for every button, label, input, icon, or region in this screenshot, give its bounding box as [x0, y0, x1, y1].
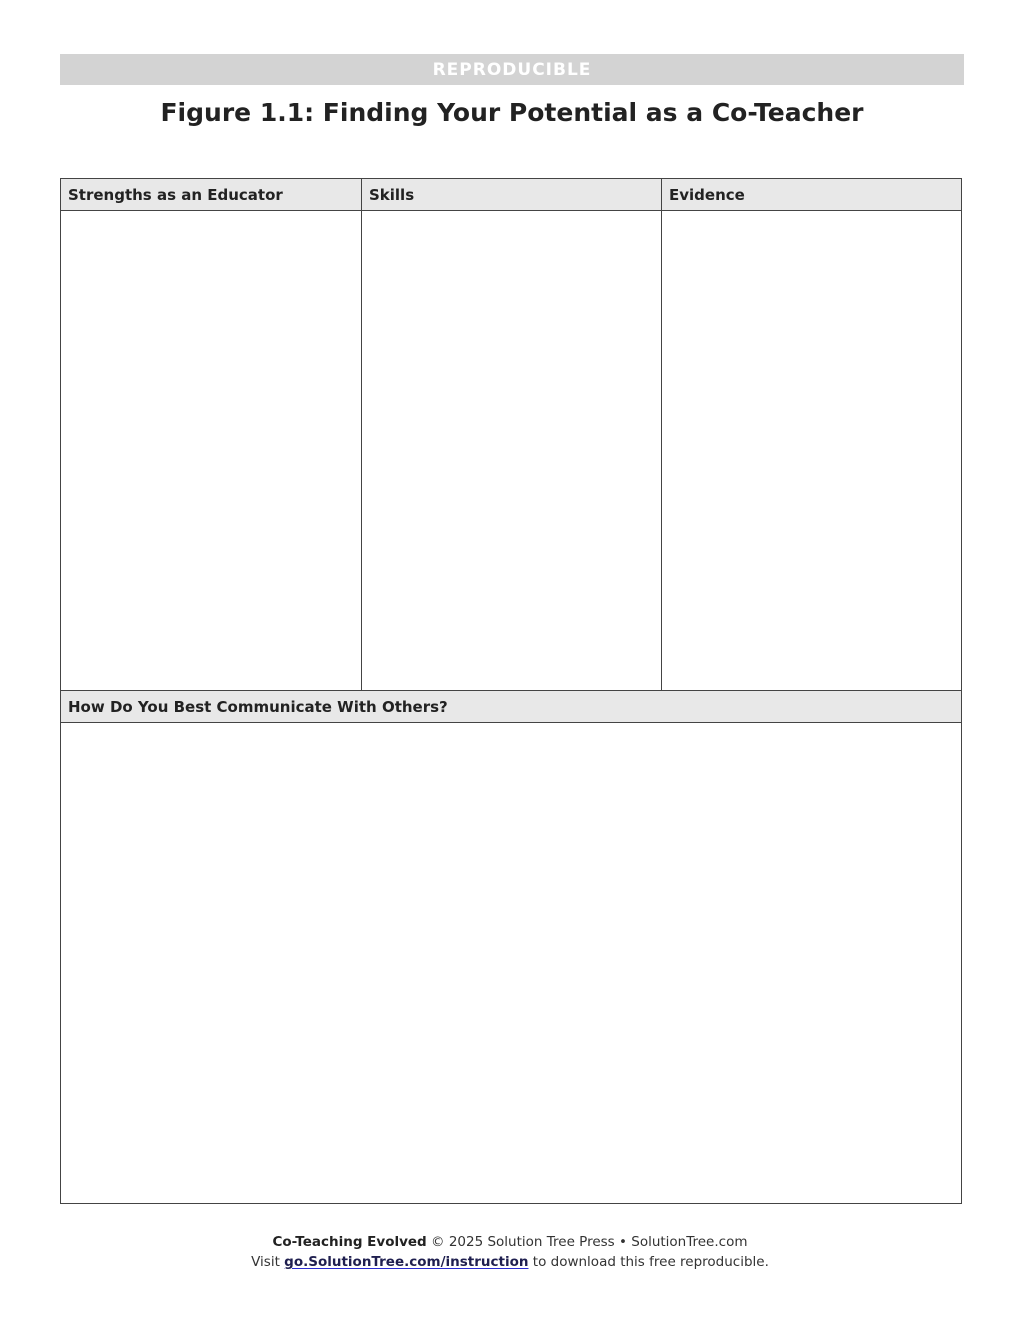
- column-header-strengths: Strengths as an Educator: [61, 179, 361, 211]
- page-footer: [0, 1232, 1020, 1272]
- communication-entry-cell[interactable]: [61, 723, 961, 1203]
- footer-visit-prefix: Visit: [251, 1254, 285, 1270]
- reproducible-banner: [60, 54, 964, 85]
- column-header-row: [61, 179, 961, 211]
- download-link[interactable]: go.SolutionTree.com/instruction: [284, 1254, 529, 1270]
- column-header-evidence: Evidence: [661, 179, 961, 211]
- evidence-entry-cell[interactable]: [661, 211, 961, 691]
- footer-copyright: © 2025 Solution Tree Press • SolutionTree.com: [426, 1234, 748, 1250]
- strengths-entry-cell[interactable]: [61, 211, 361, 691]
- banner-label: REPRODUCIBLE: [432, 59, 592, 80]
- worksheet-table: [60, 178, 962, 1204]
- footer-book-title: Co-Teaching Evolved: [272, 1234, 427, 1250]
- footer-line-2: [0, 1252, 1020, 1272]
- skills-entry-cell[interactable]: [361, 211, 661, 691]
- communication-section-header: How Do You Best Communicate With Others?: [61, 691, 961, 723]
- entry-row: [61, 211, 961, 691]
- footer-visit-suffix: to download this free reproducible.: [528, 1254, 769, 1270]
- page-title: Figure 1.1: Finding Your Potential as a Co-Teacher: [160, 98, 864, 127]
- footer-line-1: [0, 1232, 1020, 1252]
- column-header-skills: Skills: [361, 179, 661, 211]
